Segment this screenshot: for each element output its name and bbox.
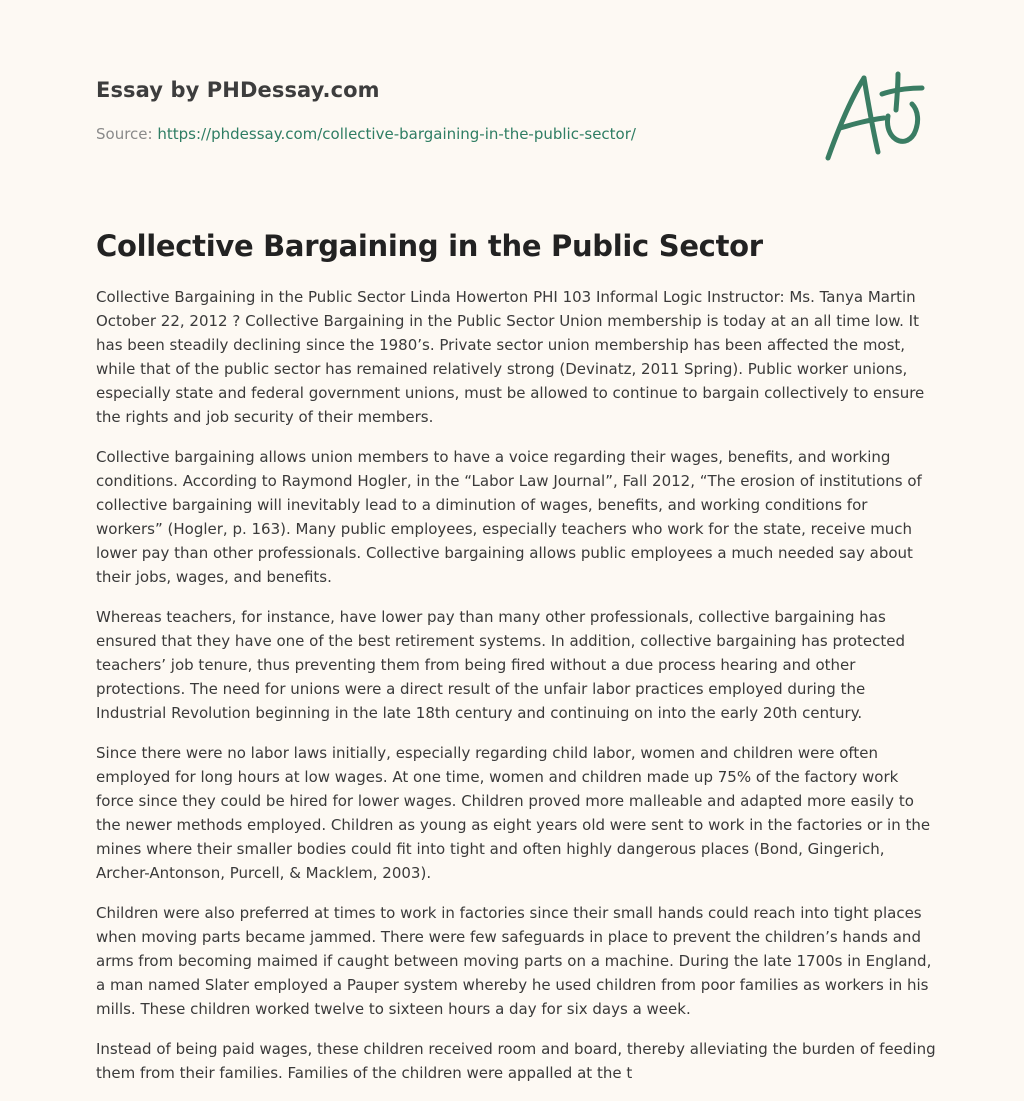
essay-body xyxy=(96,285,936,1101)
essay-paragraph: Collective Bargaining in the Public Sector Linda Howerton PHI 103 Informal Logic Instructor: Ms. Tanya Martin October 22, 2012 ? Collective Bargaining in the Public Sector Union membership is today at an all time low. It has been steadily declining since the 1980’s. Private sector union membership has been affected the most, while that of the public sector has remained relatively strong (Devinatz, 2011 Spring). Public worker unions, especially state and federal government unions, must be allowed to continue to bargain collectively to ensure the rights and job security of their members. xyxy=(96,288,925,426)
source-label: Source: xyxy=(96,125,158,143)
essay-header xyxy=(96,76,796,144)
essay-paragraph: Since there were no labor laws initially, especially regarding child labor, women and children were often employed for long hours at low wages. At one time, women and children made up 75% of the factory work force since they could be hired for lower wages. Children proved more malleable and adapted more easily to the newer methods employed. Children as young as eight years old were sent to work in the factories or in the mines where their smaller bodies could fit into tight and often highly dangerous places (Bond, Gingerich, Archer-Antonson, Purcell, & Macklem, 2003). xyxy=(96,744,931,882)
essay-paragraph: Instead of being paid wages, these children received room and board, thereby alleviating the burden of feeding them from their families. Families of the children were appalled at the t xyxy=(96,1040,936,1082)
essay-title: Collective Bargaining in the Public Sector xyxy=(96,229,763,263)
a-plus-grade-icon xyxy=(818,66,930,166)
essay-paragraph: Collective bargaining allows union members to have a voice regarding their wages, benefits, and working conditions. According to Raymond Hogler, in the “Labor Law Journal”, Fall 2012, “The erosion of institutions of collective bargaining will inevitably lead to a diminution of wages, benefits, and working conditions for workers” (Hogler, p. 163). Many public employees, especially teachers who work for the state, receive much lower pay than other professionals. Collective bargaining allows public employees a much needed say about their jobs, wages, and benefits. xyxy=(96,448,922,586)
source-line xyxy=(96,124,796,144)
essay-paragraph: Children were also preferred at times to work in factories since their small hands could reach into tight places when moving parts became jammed. There were few safeguards in place to prevent the children’s hands and arms from becoming maimed if caught between moving parts on a machine. During the late 1700s in England, a man named Slater employed a Pauper system whereby he used children from poor families as workers in his mills. These children worked twelve to sixteen hours a day for six days a week. xyxy=(96,904,932,1018)
source-link[interactable]: https://phdessay.com/collective-bargaining-in-the-public-sector/ xyxy=(157,125,636,143)
essay-paragraph: Whereas teachers, for instance, have lower pay than many other professionals, collective bargaining has ensured that they have one of the best retirement systems. In addition, collective bargaining has protected teachers’ job tenure, thus preventing them from being fired without a due process hearing and other protections. The need for unions were a direct result of the unfair labor practices employed during the Industrial Revolution beginning in the late 18th century and continuing on into the early 20th century. xyxy=(96,608,906,722)
site-name: Essay by PHDessay.com xyxy=(96,78,380,102)
